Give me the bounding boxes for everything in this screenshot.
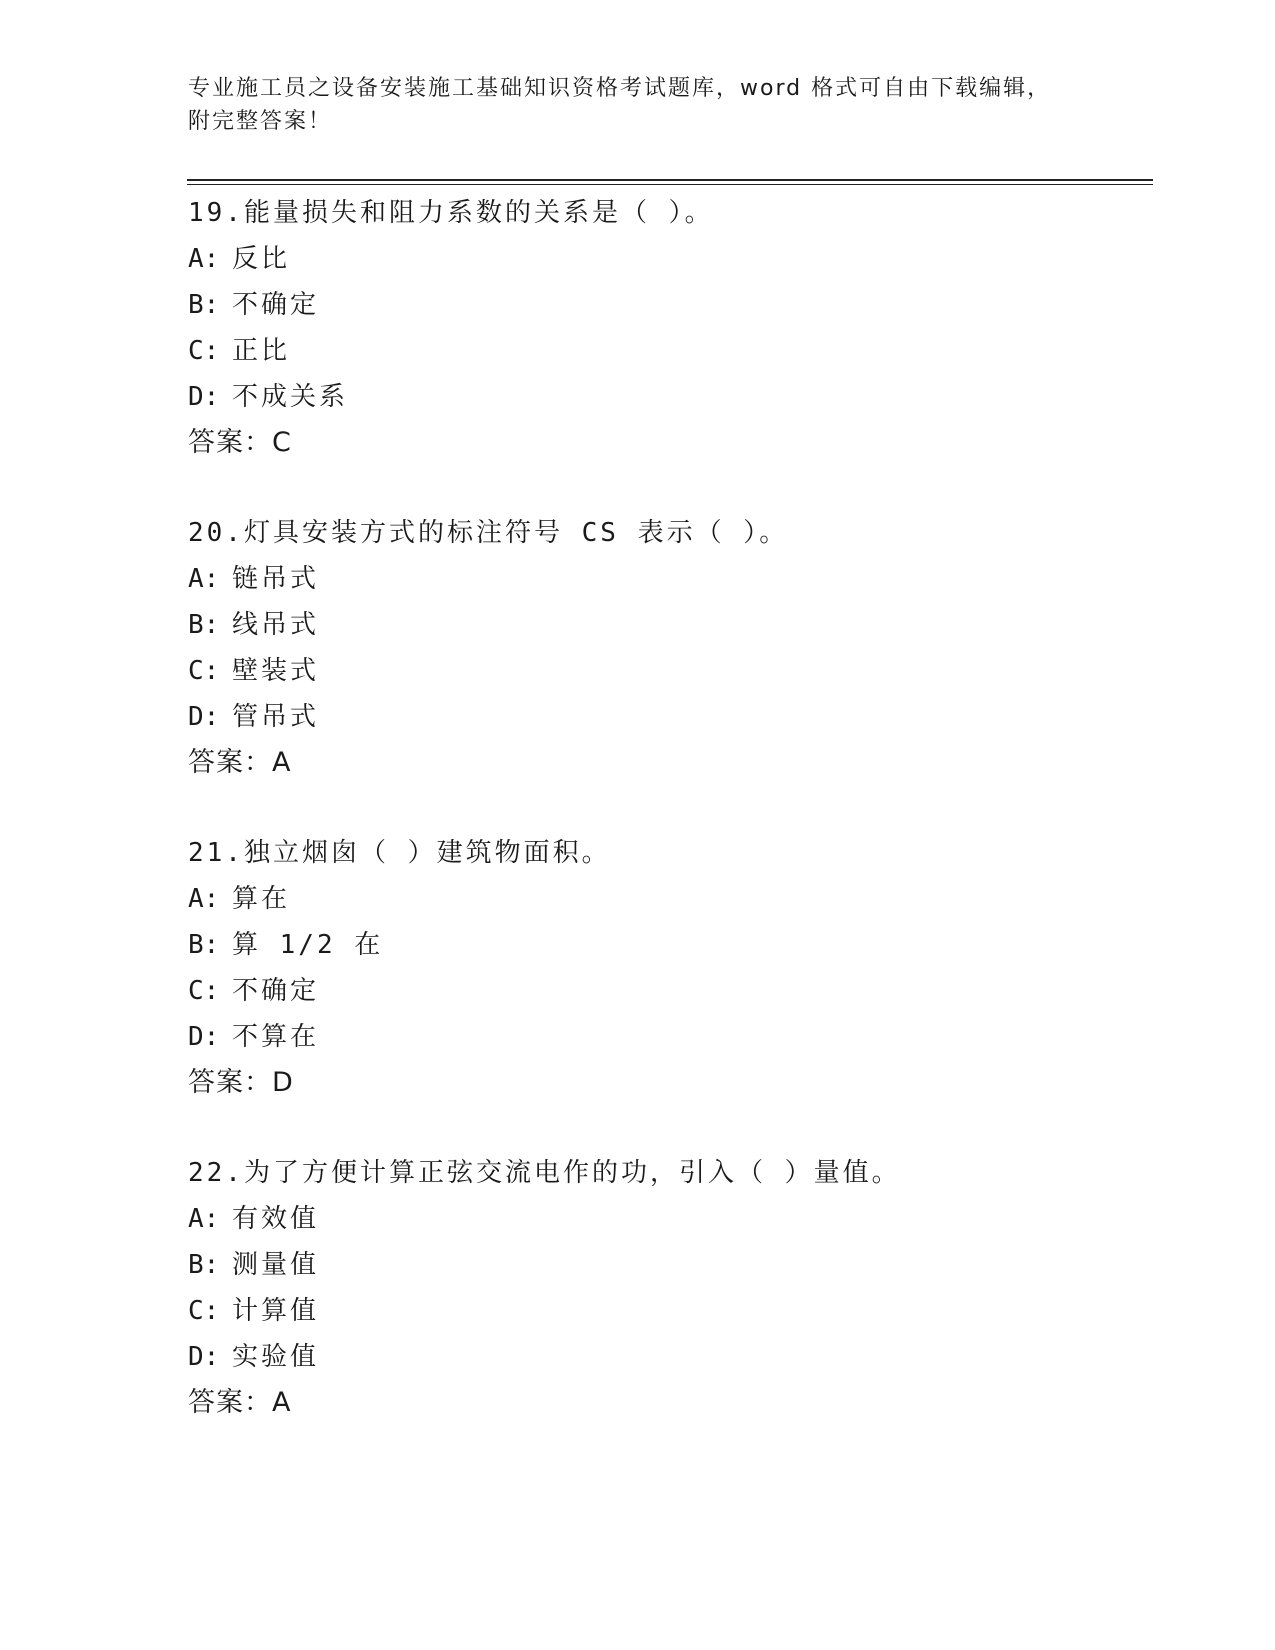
option-text: 算在 [232, 884, 291, 914]
option-text: 测量值 [232, 1250, 320, 1280]
option-key: D: [188, 702, 220, 732]
option-key: A: [188, 244, 220, 274]
option-key: D: [188, 382, 220, 412]
question-stem: 20.灯具安装方式的标注符号 CS 表示（ ）。 [188, 518, 789, 548]
option-key: A: [188, 1204, 220, 1234]
question-19 [188, 190, 1148, 466]
option-b [188, 922, 1148, 968]
option-key: A: [188, 564, 220, 594]
option-d [188, 374, 1148, 420]
option-key: D: [188, 1022, 220, 1052]
option-d [188, 694, 1148, 740]
option-text: 壁装式 [232, 656, 320, 686]
option-key: C: [188, 1296, 220, 1326]
option-a [188, 876, 1148, 922]
option-c [188, 1288, 1148, 1334]
option-c [188, 328, 1148, 374]
option-key: A: [188, 884, 220, 914]
option-key: C: [188, 656, 220, 686]
option-key: B: [188, 610, 220, 640]
question-stem: 21.独立烟囱（ ）建筑物面积。 [188, 838, 611, 868]
question-21 [188, 830, 1148, 1106]
option-key: D: [188, 1342, 220, 1372]
option-text: 计算值 [232, 1296, 320, 1326]
option-a [188, 236, 1148, 282]
option-text: 正比 [232, 336, 291, 366]
option-key: B: [188, 930, 220, 960]
option-text: 不成关系 [232, 382, 349, 412]
option-text: 不确定 [232, 290, 320, 320]
option-text: 有效值 [232, 1204, 320, 1234]
question-stem: 19.能量损失和阻力系数的关系是（ ）。 [188, 198, 714, 228]
option-d [188, 1334, 1148, 1380]
document-header: 专业施工员之设备安装施工基础知识资格考试题库，word 格式可自由下载编辑，附完整答案！ [188, 76, 1052, 134]
option-text: 链吊式 [232, 564, 320, 594]
option-key: B: [188, 290, 220, 320]
option-text: 不确定 [232, 976, 320, 1006]
header-divider-thick [187, 179, 1153, 181]
option-key: B: [188, 1250, 220, 1280]
answer-line: 答案：A [188, 747, 292, 778]
option-text: 管吊式 [232, 702, 320, 732]
option-a [188, 556, 1148, 602]
option-text: 实验值 [232, 1342, 320, 1372]
option-c [188, 968, 1148, 1014]
option-b [188, 282, 1148, 328]
option-c [188, 648, 1148, 694]
option-text: 线吊式 [232, 610, 320, 640]
answer-line: 答案：C [188, 427, 292, 458]
header-divider-thin [187, 184, 1153, 185]
option-key: C: [188, 336, 220, 366]
option-text: 不算在 [232, 1022, 320, 1052]
option-d [188, 1014, 1148, 1060]
answer-line: 答案：A [188, 1387, 292, 1418]
option-key: C: [188, 976, 220, 1006]
option-text: 反比 [232, 244, 291, 274]
option-a [188, 1196, 1148, 1242]
option-b [188, 602, 1148, 648]
question-stem: 22.为了方便计算正弦交流电作的功，引入（ ）量值。 [188, 1158, 901, 1188]
question-22 [188, 1150, 1148, 1426]
option-b [188, 1242, 1148, 1288]
option-text: 算 1/2 在 [232, 930, 384, 960]
answer-line: 答案：D [188, 1067, 294, 1098]
question-20 [188, 510, 1148, 786]
